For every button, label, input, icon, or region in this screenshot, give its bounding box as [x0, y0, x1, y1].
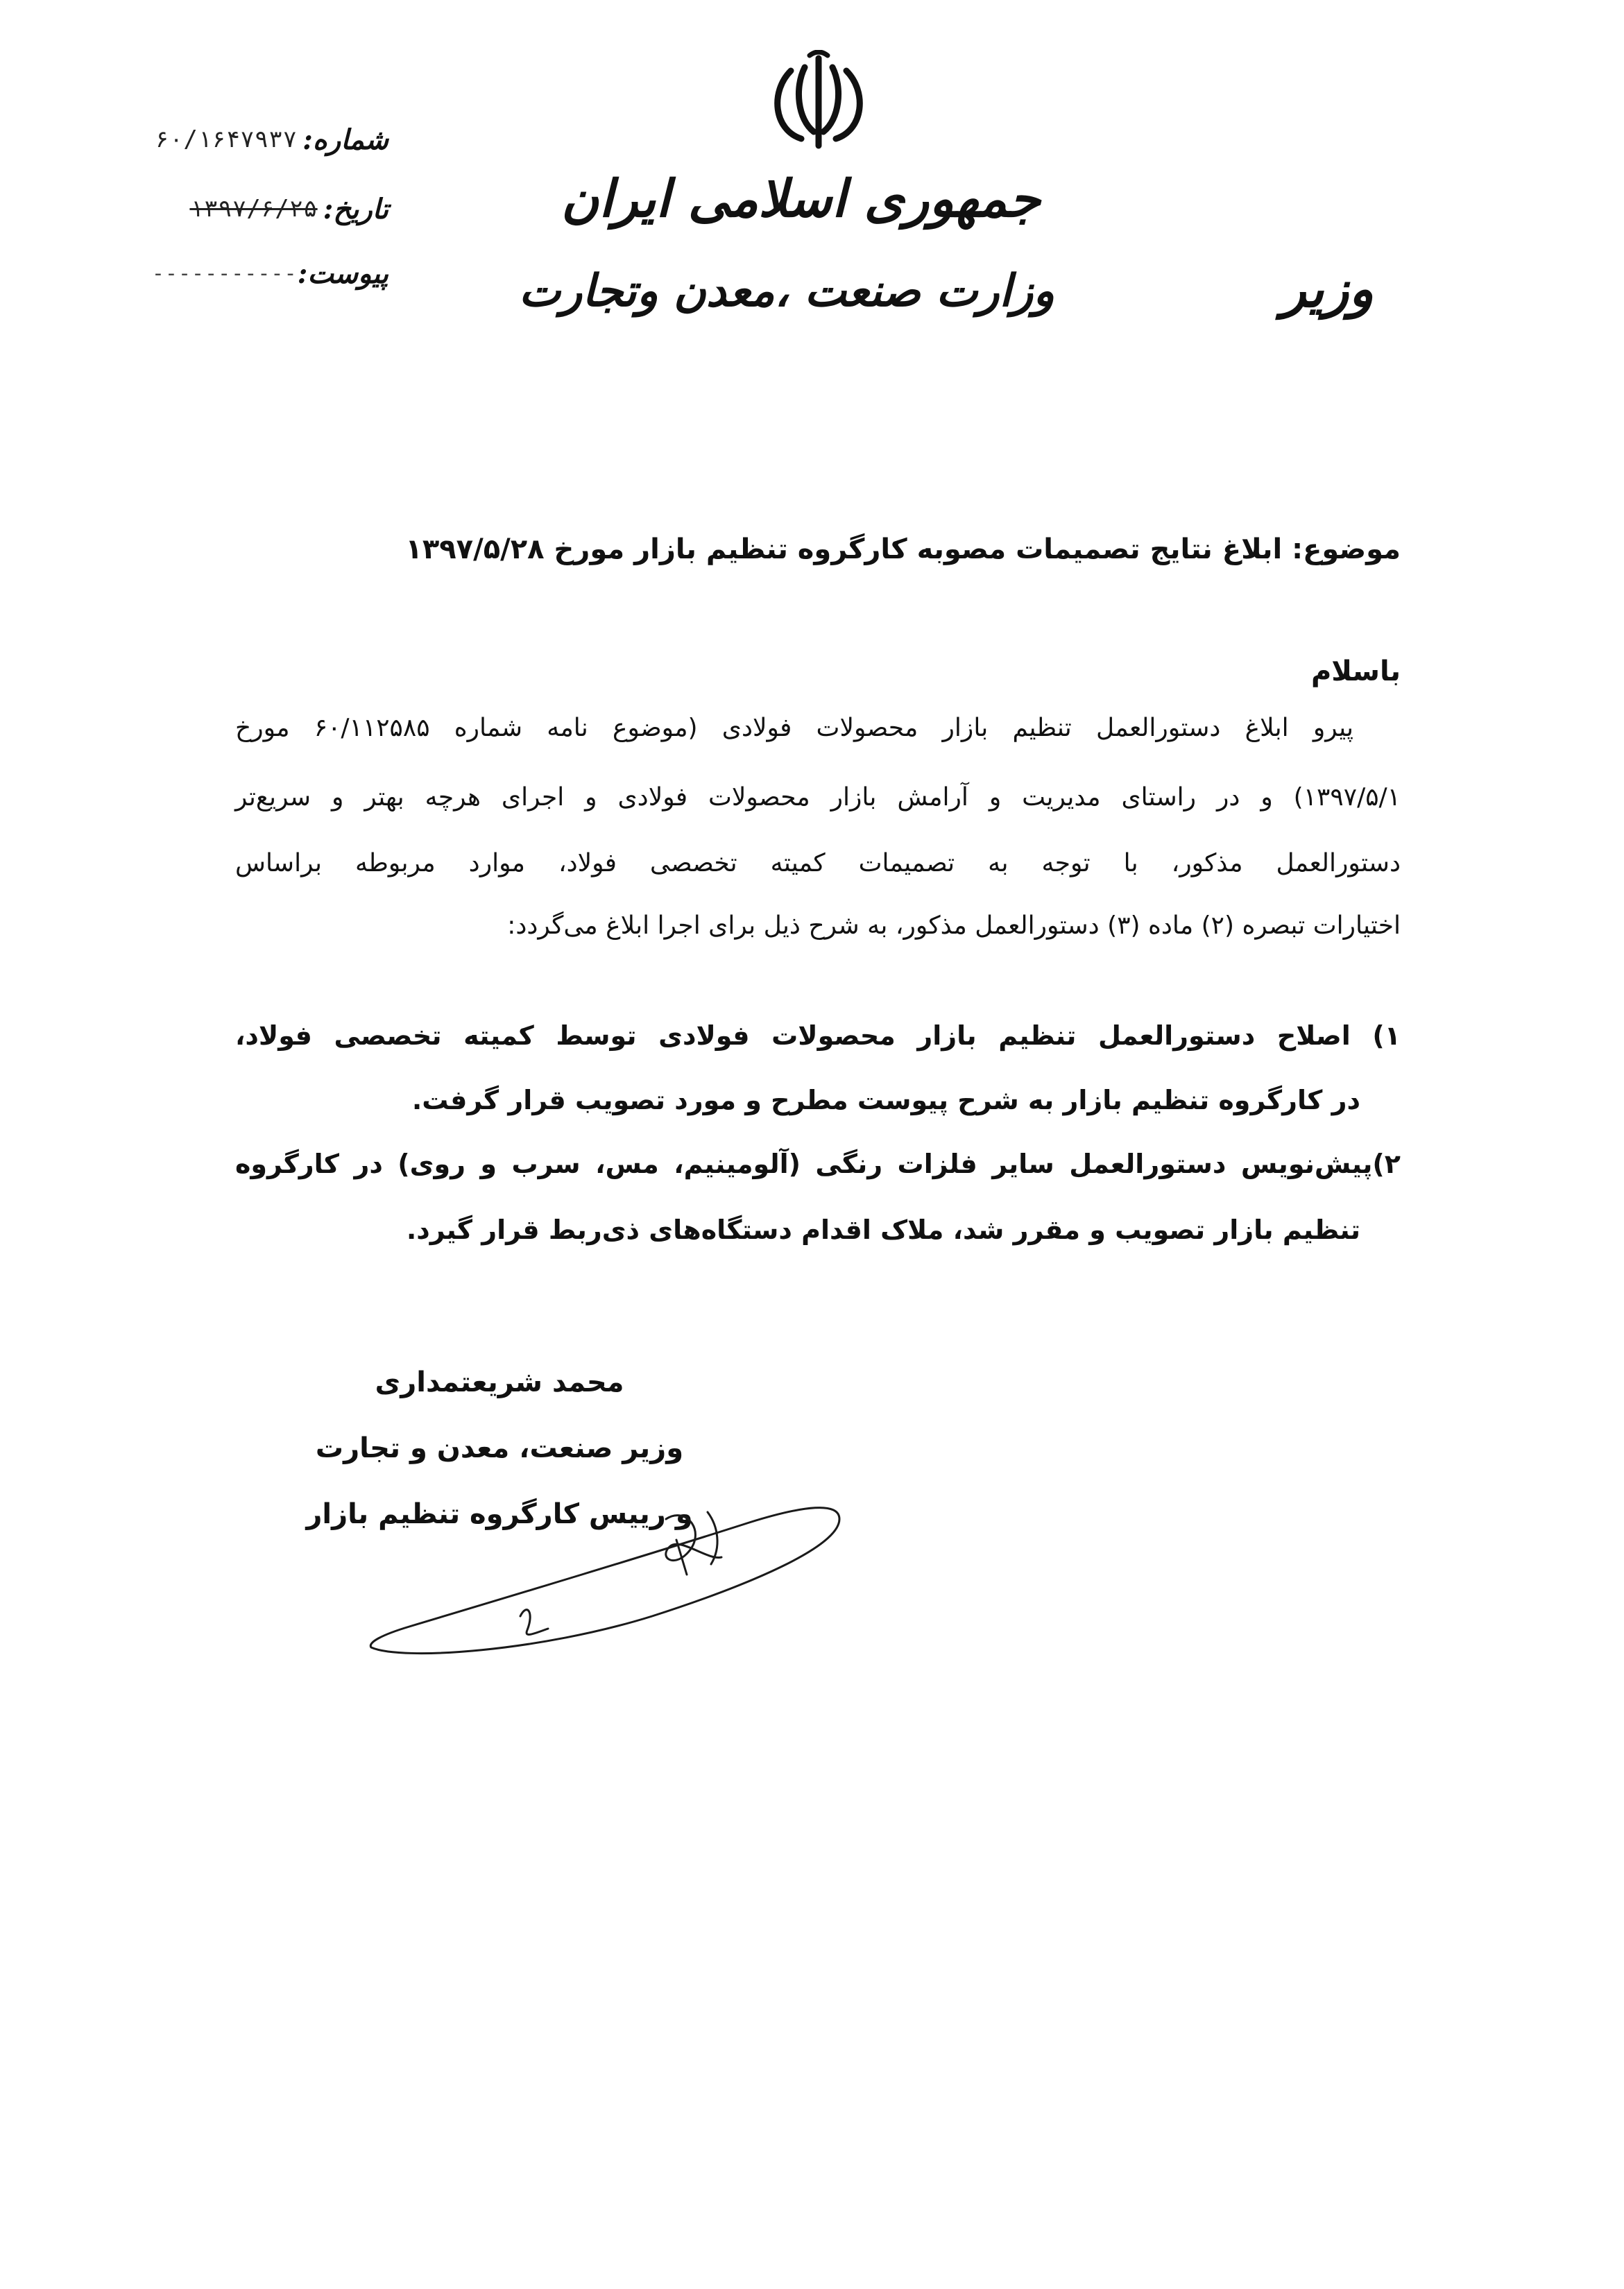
letter-subject: موضوع: ابلاغ نتایج تصمیمات مصوبه کارگروه تنظیم بازار مورخ ۱۳۹۷/۵/۲۸ — [405, 533, 1401, 565]
ref-date-label: تاریخ: — [323, 192, 388, 225]
ref-number-label: شماره: — [302, 123, 388, 156]
minister-word: وزیر — [1281, 259, 1374, 319]
signatory-name: محمد شریعتمداری — [375, 1366, 624, 1398]
ref-attachment-row — [69, 248, 388, 298]
ref-attachment-label: پیوست: — [297, 257, 388, 290]
list-item-2-line: ۲)پیش‌نویس دستورالعمل سایر فلزات رنگی (آلومینیم، مس، سرب و روی) در کارگروه — [235, 1149, 1401, 1179]
ref-attachment-value: ----------- — [151, 261, 298, 286]
list-item-1-line: در کارگروه تنظیم بازار به شرح پیوست مطرح و مورد تصویب قرار گرفت. — [411, 1085, 1360, 1115]
emblem-icon — [767, 50, 871, 154]
ref-date-value: ۱۳۹۷/۶/۲۵ — [189, 195, 318, 223]
ref-date-row — [69, 184, 388, 234]
letter-greeting: باسلام — [1310, 655, 1401, 687]
signatory-title: وزیر صنعت، معدن و تجارت — [315, 1432, 684, 1464]
ref-number-value: ۶۰/۱۶۴۷۹۳۷ — [155, 126, 298, 153]
signatory-role: و رییس کارگروه تنظیم بازار — [306, 1498, 693, 1530]
handwritten-signature — [361, 1491, 860, 1665]
ministry-title: وزارت صنعت ،معدن وتجارت — [518, 265, 1054, 317]
ref-number-row — [69, 114, 388, 164]
list-item-2-line: تنظیم بازار تصویب و مقرر شد، ملاک اقدام دستگاه‌های ذی‌ربط قرار گیرد. — [406, 1215, 1360, 1245]
paragraph-line: دستورالعمل مذکور، با توجه به تصمیمات کمیته تخصصی فولاد، موارد مربوطه براساس — [235, 849, 1401, 877]
republic-title: جمهوری اسلامی ایران — [561, 169, 1041, 229]
paragraph-line: ۱۳۹۷/۵/۱) و در راستای مدیریت و آرامش بازار محصولات فولادی و اجرای هرچه بهتر و سریع‌تر — [235, 783, 1401, 812]
list-item-1-line: ۱) اصلاح دستورالعمل تنظیم بازار محصولات فولادی توسط کمیته تخصصی فولاد، — [235, 1020, 1401, 1051]
paragraph-line: پیرو ابلاغ دستورالعمل تنظیم بازار محصولات فولادی (موضوع نامه شماره ۶۰/۱۱۲۵۸۵ مورخ — [235, 714, 1354, 742]
paragraph-line: اختیارات تبصره (۲) ماده (۳) دستورالعمل مذکور، به شرح ذیل برای اجرا ابلاغ می‌گردد: — [507, 911, 1401, 940]
